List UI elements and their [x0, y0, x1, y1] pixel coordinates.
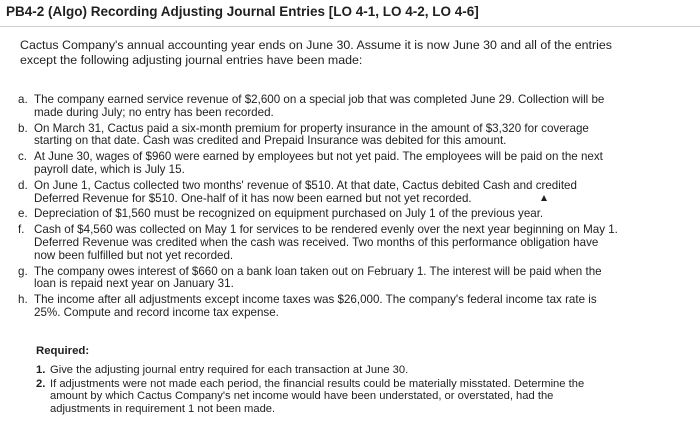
transaction-item-c: [18, 151, 618, 177]
transaction-item-a: [18, 94, 618, 120]
item-letter: g.: [18, 264, 28, 278]
title-divider: [0, 26, 700, 27]
item-text: The company earned service revenue of $2,600 on a special job that was completed June 29. Collection will be made during July; no entry has been recorded.: [34, 93, 605, 119]
transaction-item-g: [18, 266, 618, 292]
problem-title: PB4-2 (Algo) Recording Adjusting Journal Entries [LO 4-1, LO 4-2, LO 4-6]: [6, 4, 479, 19]
item-letter: d.: [18, 178, 28, 192]
requirement-number: 2.: [36, 377, 46, 390]
transaction-list: [18, 94, 618, 323]
item-letter: c.: [18, 150, 28, 164]
transaction-item-b: [18, 123, 618, 149]
item-letter: a.: [18, 93, 28, 106]
mouse-cursor-icon: [541, 195, 547, 201]
item-text: On June 1, Cactus collected two months' revenue of $510. At that date, Cactus debited Cash and credited Deferred Revenue for $510. One-half of it has now been earned but not yet recorded.: [34, 178, 577, 205]
item-text: Depreciation of $1,560 must be recognized on equipment purchased on July 1 of the previous year.: [34, 207, 544, 221]
transaction-item-h: [18, 294, 618, 320]
required-heading: Required:: [36, 345, 90, 357]
item-letter: e.: [18, 207, 28, 221]
problem-intro: Cactus Company's annual accounting year ends on June 30. Assume it is now June 30 and all of the entries except the following adjusting journal entries have been made:: [20, 38, 612, 67]
item-text: The income after all adjustments except income taxes was $26,000. The company's federal income tax rate is 25%. Compute and record income tax expense.: [34, 293, 597, 319]
item-text: The company owes interest of $660 on a bank loan taken out on February 1. The interest will be paid when the loan is repaid next year on January 31.: [34, 264, 602, 291]
item-letter: b.: [18, 121, 28, 135]
item-text: At June 30, wages of $960 were earned by employees but not yet paid. The employees will be paid on the next payroll date, which is July 15.: [34, 150, 603, 176]
item-letter: f.: [18, 223, 25, 237]
transaction-item-e: [18, 208, 618, 221]
transaction-item-d: [18, 180, 618, 206]
requirement-text: If adjustments were not made each period, the financial results could be materially misstated. Determine the amount by which Cactus Company's net income would have been understated, or overstated, had the adjustments in requirement 1 not been made.: [50, 377, 585, 415]
requirements-list: [36, 364, 606, 416]
requirement-item-2: [36, 378, 606, 416]
item-letter: h.: [18, 293, 28, 307]
item-text: On March 31, Cactus paid a six-month premium for property insurance in the amount of $3,320 for coverage starting on that date. Cash was credited and Prepaid Insurance was debited for this amount.: [34, 121, 589, 148]
item-text: Cash of $4,560 was collected on May 1 for services to be rendered evenly over the next year beginning on May 1. Deferred Revenue was credited when the cash was received. Two months of this performance obligation have now been fulfilled but not yet recorded.: [34, 223, 618, 262]
requirement-item-1: [36, 364, 606, 377]
transaction-item-f: [18, 224, 618, 262]
requirement-number: 1.: [36, 364, 46, 376]
requirement-text: Give the adjusting journal entry required for each transaction at June 30.: [50, 364, 409, 376]
